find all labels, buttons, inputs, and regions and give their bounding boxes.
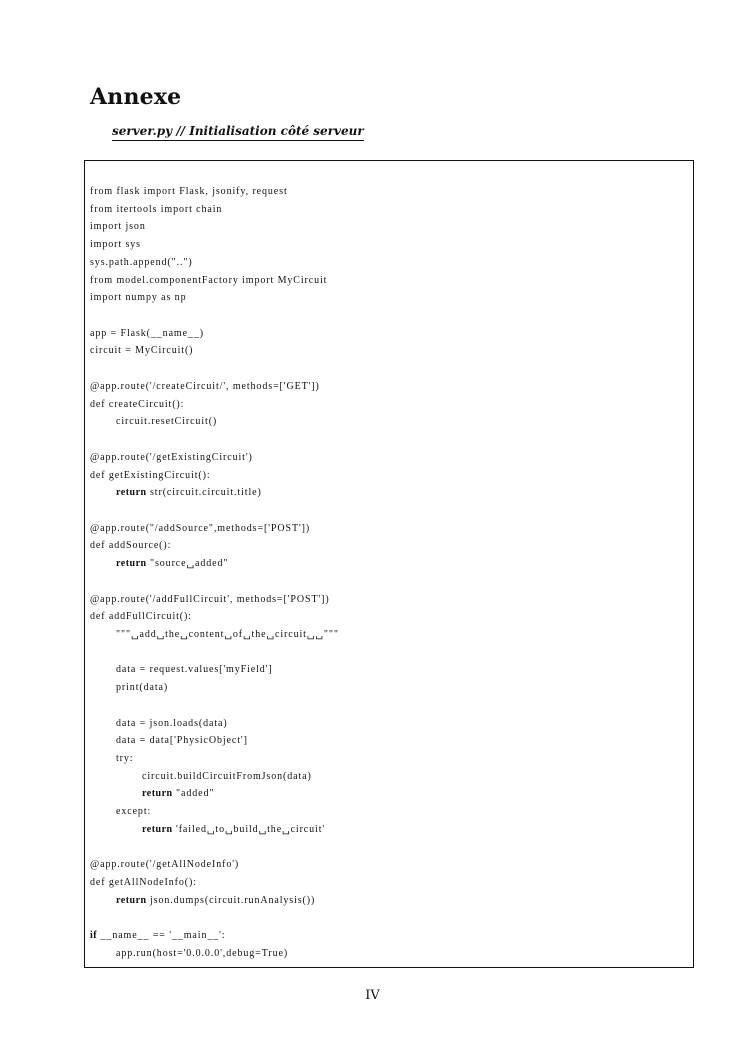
page-number: IV <box>365 988 380 1003</box>
code-line <box>90 236 339 254</box>
code-text: app = Flask(__name__) <box>90 327 204 339</box>
code-line <box>90 573 339 591</box>
code-line <box>90 785 339 803</box>
code-line <box>90 821 339 839</box>
code-line <box>90 413 339 431</box>
code-text: @app.route('/getAllNodeInfo') <box>90 859 240 871</box>
code-line <box>90 661 339 679</box>
code-text: def getAllNodeInfo(): <box>90 877 197 889</box>
code-text: str(circuit.circuit.title) <box>150 487 262 499</box>
code-listing <box>90 183 339 963</box>
code-text: __name__ == '__main__': <box>100 930 226 942</box>
code-line <box>90 909 339 927</box>
code-text: from flask import Flask, jsonify, request <box>90 186 288 197</box>
section-heading: Annexe <box>90 84 182 110</box>
listing-caption: server.py // Initialisation côté serveur <box>112 124 364 141</box>
code-text: circuit = MyCircuit() <box>90 345 194 357</box>
code-text: 'failed␣to␣build␣the␣circuit' <box>176 823 326 835</box>
code-text: "added" <box>176 788 215 800</box>
code-text: """␣add␣the␣content␣of␣the␣circuit␣␣""" <box>116 628 339 640</box>
code-listing-box <box>84 160 694 968</box>
code-text: def addSource(): <box>90 540 172 552</box>
code-line <box>90 183 339 201</box>
code-line <box>90 520 339 538</box>
code-line <box>90 484 339 502</box>
code-text: data = data['PhysicObject'] <box>116 735 248 747</box>
code-text: import json <box>90 221 146 233</box>
code-line <box>90 892 339 910</box>
code-keyword: return <box>116 894 147 906</box>
code-line <box>90 715 339 733</box>
code-line <box>90 325 339 343</box>
code-line <box>90 679 339 697</box>
code-text: import sys <box>90 239 141 251</box>
code-line <box>90 839 339 857</box>
code-text: sys.path.append("..") <box>90 256 193 268</box>
code-line <box>90 342 339 360</box>
code-line <box>90 201 339 219</box>
code-line <box>90 537 339 555</box>
code-text: @app.route("/addSource",methods=['POST']) <box>90 522 311 534</box>
code-line <box>90 945 339 963</box>
code-line <box>90 502 339 520</box>
code-line <box>90 467 339 485</box>
code-text: json.dumps(circuit.runAnalysis()) <box>150 894 316 906</box>
code-text: import numpy as np <box>90 292 187 304</box>
code-line <box>90 591 339 609</box>
code-text: circuit.resetCircuit() <box>116 416 218 428</box>
code-text: app.run(host='0.0.0.0',debug=True) <box>116 947 289 959</box>
code-text: data = request.values['myField'] <box>116 664 273 676</box>
code-text: try: <box>116 753 134 764</box>
code-line <box>90 803 339 821</box>
code-text: from itertools import chain <box>90 203 223 215</box>
code-keyword: return <box>116 487 147 499</box>
code-line <box>90 396 339 414</box>
code-text: def getExistingCircuit(): <box>90 469 211 481</box>
code-line <box>90 874 339 892</box>
code-line <box>90 768 339 786</box>
code-line <box>90 378 339 396</box>
code-line <box>90 360 339 378</box>
code-line <box>90 750 339 768</box>
code-text: data = json.loads(data) <box>116 717 228 729</box>
code-text: def addFullCircuit(): <box>90 611 192 623</box>
code-text: print(data) <box>116 682 169 694</box>
code-line <box>90 927 339 945</box>
code-line <box>90 697 339 715</box>
code-keyword: return <box>142 823 173 835</box>
code-line <box>90 272 339 290</box>
code-text: from model.componentFactory import MyCircuit <box>90 274 328 286</box>
code-text: def createCircuit(): <box>90 398 185 410</box>
code-line <box>90 732 339 750</box>
code-text: @app.route('/getExistingCircuit') <box>90 451 253 463</box>
code-line <box>90 555 339 573</box>
code-line <box>90 307 339 325</box>
code-line <box>90 254 339 272</box>
code-line <box>90 626 339 644</box>
code-line <box>90 449 339 467</box>
code-line <box>90 644 339 662</box>
code-line <box>90 431 339 449</box>
code-keyword: if <box>90 930 98 942</box>
code-line <box>90 218 339 236</box>
code-text: circuit.buildCircuitFromJson(data) <box>142 770 312 782</box>
code-text: "source␣added" <box>150 558 229 570</box>
code-keyword: return <box>142 788 173 800</box>
code-text: except: <box>116 806 152 818</box>
code-text: @app.route('/addFullCircuit', methods=['POST']) <box>90 593 330 605</box>
code-line <box>90 856 339 874</box>
code-keyword: return <box>116 558 147 570</box>
code-line <box>90 608 339 626</box>
code-line <box>90 289 339 307</box>
code-text: @app.route('/createCircuit/', methods=['GET']) <box>90 380 320 392</box>
